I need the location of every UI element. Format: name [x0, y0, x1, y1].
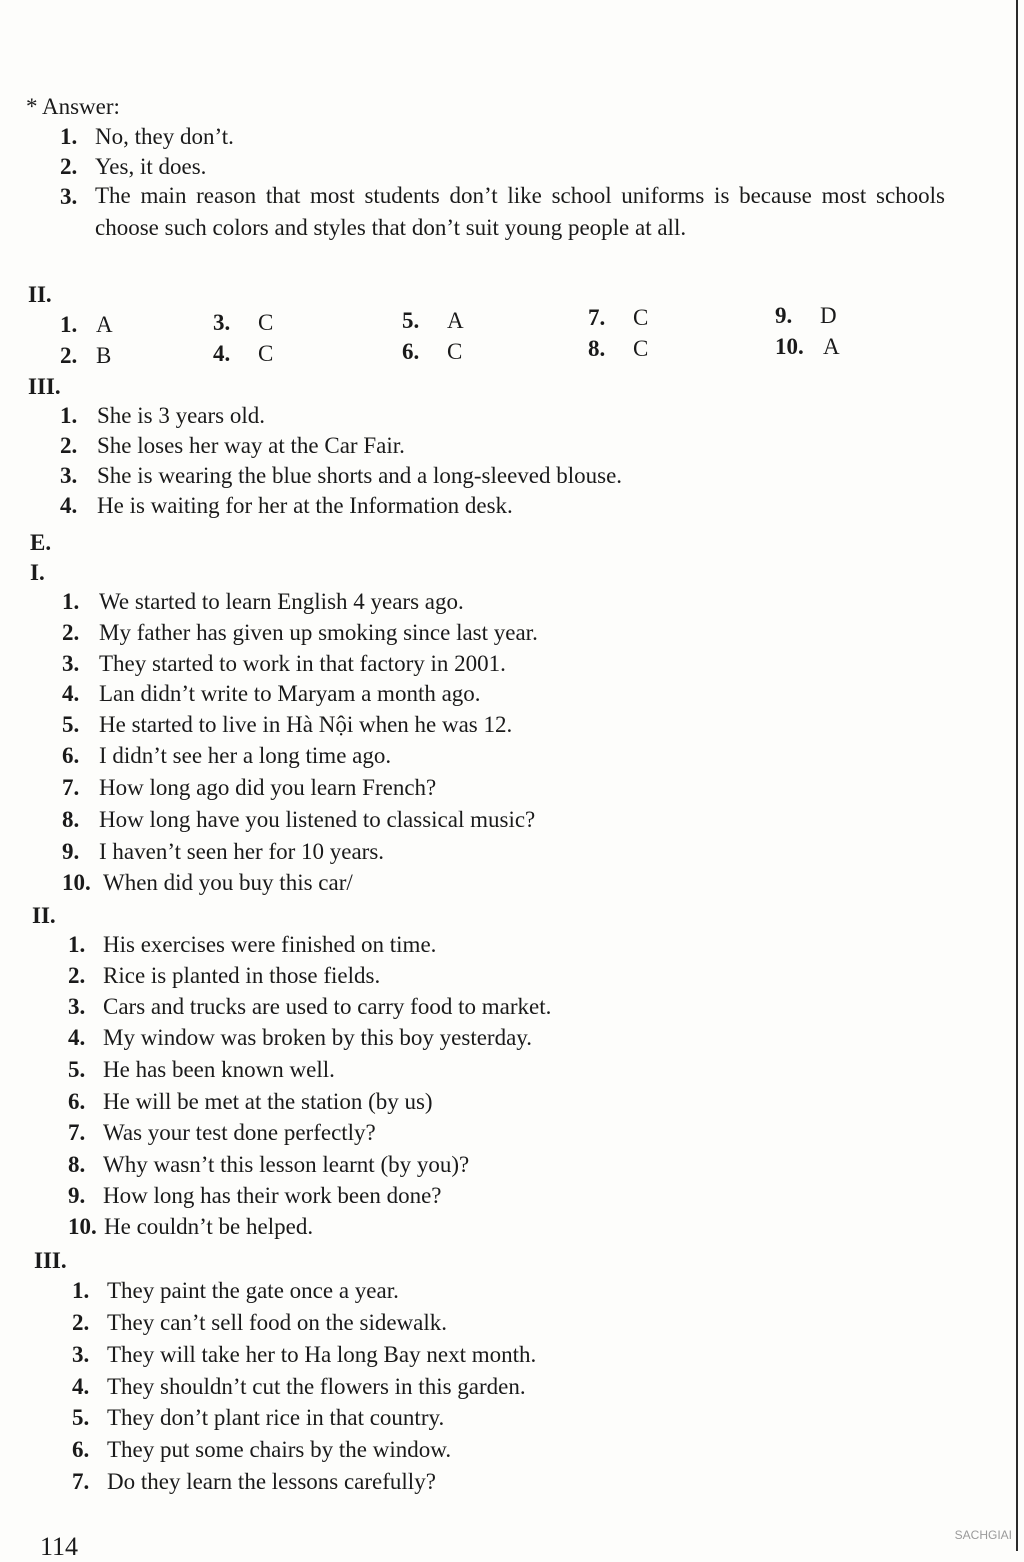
- e-i-item: [62, 868, 353, 898]
- e-ii-item: [68, 1118, 376, 1148]
- item-text: Rice is planted in those fields.: [103, 963, 381, 988]
- e-ii-item: [68, 930, 436, 960]
- item-number: 9.: [68, 1183, 86, 1208]
- item-text: He has been known well.: [103, 1057, 335, 1082]
- item-text: Why wasn’t this lesson learnt (by you)?: [103, 1152, 470, 1177]
- page-edge-line: [1016, 0, 1018, 1551]
- item-number: 10.: [68, 1214, 97, 1239]
- e-i-item: [62, 710, 512, 740]
- item-text: He couldn’t be helped.: [104, 1214, 314, 1239]
- part-e-heading: E.: [30, 530, 52, 555]
- choice-number: 4.: [213, 341, 231, 366]
- watermark-logo: SACHGIAI: [954, 1528, 1012, 1542]
- e-iii-item: [72, 1403, 444, 1433]
- choice-4: [213, 339, 273, 369]
- answer-item-1: [60, 122, 234, 152]
- item-number: 4.: [60, 493, 78, 518]
- item-number: 6.: [68, 1089, 86, 1114]
- e-i-item: [62, 649, 506, 679]
- item-number: 2.: [62, 620, 80, 645]
- choice-number: 1.: [60, 312, 78, 337]
- choice-number: 10.: [775, 334, 804, 359]
- item-number: 1.: [60, 403, 78, 428]
- item-number: 3.: [60, 184, 78, 209]
- section-iii-item: [60, 401, 265, 431]
- choice-answer: C: [258, 310, 274, 335]
- item-number: 5.: [62, 712, 80, 737]
- item-text: They shouldn’t cut the flowers in this garden.: [107, 1374, 526, 1399]
- item-number: 8.: [62, 807, 80, 832]
- e-i-item: [62, 741, 391, 771]
- answer-item-3-number: [60, 182, 77, 212]
- choice-number: 6.: [402, 339, 420, 364]
- item-number: 1.: [72, 1278, 90, 1303]
- item-text: She loses her way at the Car Fair.: [97, 433, 405, 458]
- choice-number: 9.: [775, 303, 793, 328]
- e-i-item: [62, 773, 436, 803]
- item-number: 3.: [72, 1342, 90, 1367]
- e-i-item: [62, 679, 481, 709]
- e-iii-item: [72, 1372, 526, 1402]
- section-iii-item: [60, 431, 405, 461]
- e-iii-item: [72, 1340, 536, 1370]
- item-text: They started to work in that factory in 2001.: [99, 651, 506, 676]
- choice-number: 2.: [60, 343, 78, 368]
- item-number: 5.: [72, 1405, 90, 1430]
- e-ii-item: [68, 1055, 335, 1085]
- choice-number: 8.: [588, 336, 606, 361]
- choice-answer: A: [96, 312, 113, 337]
- item-number: 4.: [72, 1374, 90, 1399]
- choice-7: [588, 303, 648, 333]
- answer-heading: * Answer:: [26, 94, 120, 119]
- item-text: We started to learn English 4 years ago.: [99, 589, 464, 614]
- item-number: 10.: [62, 870, 91, 895]
- item-text: He will be met at the station (by us): [103, 1089, 433, 1114]
- item-text: How long has their work been done?: [103, 1183, 442, 1208]
- answer-item-3-text: The main reason that most students don’t like school uniforms is because most schools choose such colors and styles that don’t suit young people at all.: [95, 183, 945, 240]
- choice-6: [402, 337, 462, 367]
- choice-3: [213, 308, 273, 338]
- choice-answer: C: [258, 341, 274, 366]
- item-number: 1.: [68, 932, 86, 957]
- e-ii-heading: II.: [32, 903, 56, 928]
- e-iii-item: [72, 1435, 451, 1465]
- item-text: He is waiting for her at the Information desk.: [97, 493, 513, 518]
- item-number: 1.: [60, 124, 78, 149]
- e-i-item: [62, 837, 384, 867]
- choice-1: [60, 310, 113, 340]
- item-number: 4.: [62, 681, 80, 706]
- e-ii-item: [68, 961, 380, 991]
- item-number: 4.: [68, 1025, 86, 1050]
- item-number: 8.: [68, 1152, 86, 1177]
- e-i-heading: I.: [30, 560, 45, 585]
- e-ii-item: [68, 992, 551, 1022]
- item-number: 2.: [60, 154, 78, 179]
- item-number: 9.: [62, 839, 80, 864]
- item-number: 2.: [72, 1310, 90, 1335]
- item-text: When did you buy this car/: [103, 870, 353, 895]
- page-number: 114: [40, 1532, 79, 1561]
- item-number: 7.: [68, 1120, 86, 1145]
- e-ii-item: [68, 1150, 469, 1180]
- e-iii-heading: III.: [34, 1248, 67, 1273]
- choice-10: [775, 332, 840, 362]
- choice-answer: D: [820, 303, 837, 328]
- item-text: They paint the gate once a year.: [107, 1278, 399, 1303]
- item-text: They put some chairs by the window.: [107, 1437, 452, 1462]
- item-text: How long ago did you learn French?: [99, 775, 437, 800]
- choice-answer: A: [823, 334, 840, 359]
- choice-9: [775, 301, 837, 331]
- e-ii-item: [68, 1023, 532, 1053]
- e-iii-item: [72, 1308, 447, 1338]
- item-text: I haven’t seen her for 10 years.: [99, 839, 385, 864]
- item-text: I didn’t see her a long time ago.: [99, 743, 392, 768]
- item-text: No, they don’t.: [95, 124, 234, 149]
- item-number: 3.: [60, 463, 78, 488]
- item-number: 3.: [62, 651, 80, 676]
- section-iii-item: [60, 491, 513, 521]
- item-number: 6.: [62, 743, 80, 768]
- item-text: They can’t sell food on the sidewalk.: [107, 1310, 448, 1335]
- choice-answer: C: [447, 339, 463, 364]
- section-ii-heading: II.: [28, 282, 52, 307]
- item-text: Yes, it does.: [95, 154, 207, 179]
- item-text: They don’t plant rice in that country.: [107, 1405, 445, 1430]
- choice-answer: C: [633, 336, 649, 361]
- section-iii-item: [60, 461, 622, 491]
- item-text: Cars and trucks are used to carry food to market.: [103, 994, 552, 1019]
- choice-8: [588, 334, 648, 364]
- item-number: 2.: [68, 963, 86, 988]
- item-text: How long have you listened to classical music?: [99, 807, 536, 832]
- item-number: 6.: [72, 1437, 90, 1462]
- answer-item-2: [60, 152, 206, 182]
- choice-number: 7.: [588, 305, 606, 330]
- item-text: He started to live in Hà Nội when he was 12.: [99, 712, 513, 737]
- choice-answer: B: [96, 343, 112, 368]
- item-number: 7.: [72, 1469, 90, 1494]
- choice-number: 3.: [213, 310, 231, 335]
- choice-5: [402, 306, 464, 336]
- e-ii-item: [68, 1087, 433, 1117]
- item-number: 3.: [68, 994, 86, 1019]
- e-iii-item: [72, 1276, 399, 1306]
- item-number: 7.: [62, 775, 80, 800]
- item-text: She is 3 years old.: [97, 403, 266, 428]
- choice-answer: A: [447, 308, 464, 333]
- item-number: 1.: [62, 589, 80, 614]
- e-i-item: [62, 587, 464, 617]
- item-text: Lan didn’t write to Maryam a month ago.: [99, 681, 481, 706]
- item-number: 5.: [68, 1057, 86, 1082]
- item-number: 2.: [60, 433, 78, 458]
- choice-number: 5.: [402, 308, 420, 333]
- choice-2: [60, 341, 111, 371]
- item-text: Was your test done perfectly?: [103, 1120, 376, 1145]
- item-text: She is wearing the blue shorts and a long-sleeved blouse.: [97, 463, 623, 488]
- item-text: Do they learn the lessons carefully?: [107, 1469, 436, 1494]
- e-i-item: [62, 805, 535, 835]
- e-ii-item: [68, 1181, 442, 1211]
- item-text: My window was broken by this boy yesterday.: [103, 1025, 533, 1050]
- section-iii-heading: III.: [28, 374, 61, 399]
- item-text: My father has given up smoking since last year.: [99, 620, 538, 645]
- item-text: They will take her to Ha long Bay next month.: [107, 1342, 537, 1367]
- choice-answer: C: [633, 305, 649, 330]
- e-iii-item: [72, 1467, 436, 1497]
- item-text: His exercises were finished on time.: [103, 932, 437, 957]
- e-ii-item: [68, 1212, 313, 1242]
- e-i-item: [62, 618, 538, 648]
